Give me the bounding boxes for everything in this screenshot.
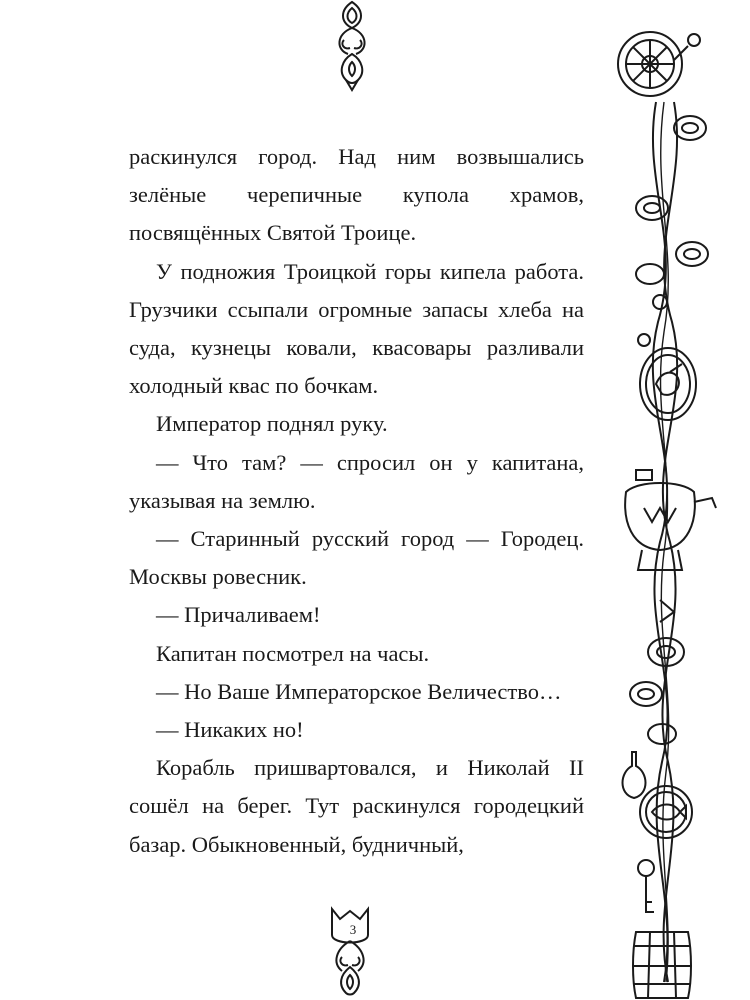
folk-ornament-icon	[322, 0, 382, 92]
barrel-icon	[633, 932, 691, 998]
paragraph: — Старинный русский город — Городец. Москвы ровесник.	[129, 526, 584, 590]
key-icon	[638, 860, 654, 912]
vine-border-with-objects-icon	[612, 22, 724, 1000]
paragraph: У подножия Троицкой горы кипела работа. Грузчики ссыпали огромные запасы хлеба на суда, кузнецы ковали, квасовары разливали холодный квас по бочкам.	[129, 258, 584, 399]
paragraph: Капитан посмотрел на часы.	[156, 640, 430, 666]
page-number: 3	[349, 922, 357, 937]
paragraph: Корабль пришвартовался, и Николай II сошёл на берег. Тут раскинулся городецкий базар. Обыкновенный, будничный,	[129, 755, 584, 857]
bird-medallion-icon	[640, 348, 696, 420]
flask-icon	[623, 752, 646, 798]
paragraph: — Что там? — спросил он у капитана, указывая на землю.	[129, 449, 584, 513]
fish-medallion-icon	[640, 786, 692, 838]
samovar-icon	[625, 470, 716, 570]
paragraph: — Но Ваше Императорское Величество…	[156, 678, 562, 704]
paragraph: — Причаливаем!	[156, 602, 321, 628]
paragraph: раскинулся город. Над ним возвышались зелёные черепичные купола храмов, посвящённых Святой Троице.	[129, 144, 584, 246]
folk-ornament-icon	[318, 905, 382, 1000]
text-block	[129, 138, 584, 864]
sun-disc-icon	[618, 32, 682, 96]
paragraph: Император поднял руку.	[156, 411, 388, 437]
paragraph: — Никаких но!	[156, 717, 304, 743]
